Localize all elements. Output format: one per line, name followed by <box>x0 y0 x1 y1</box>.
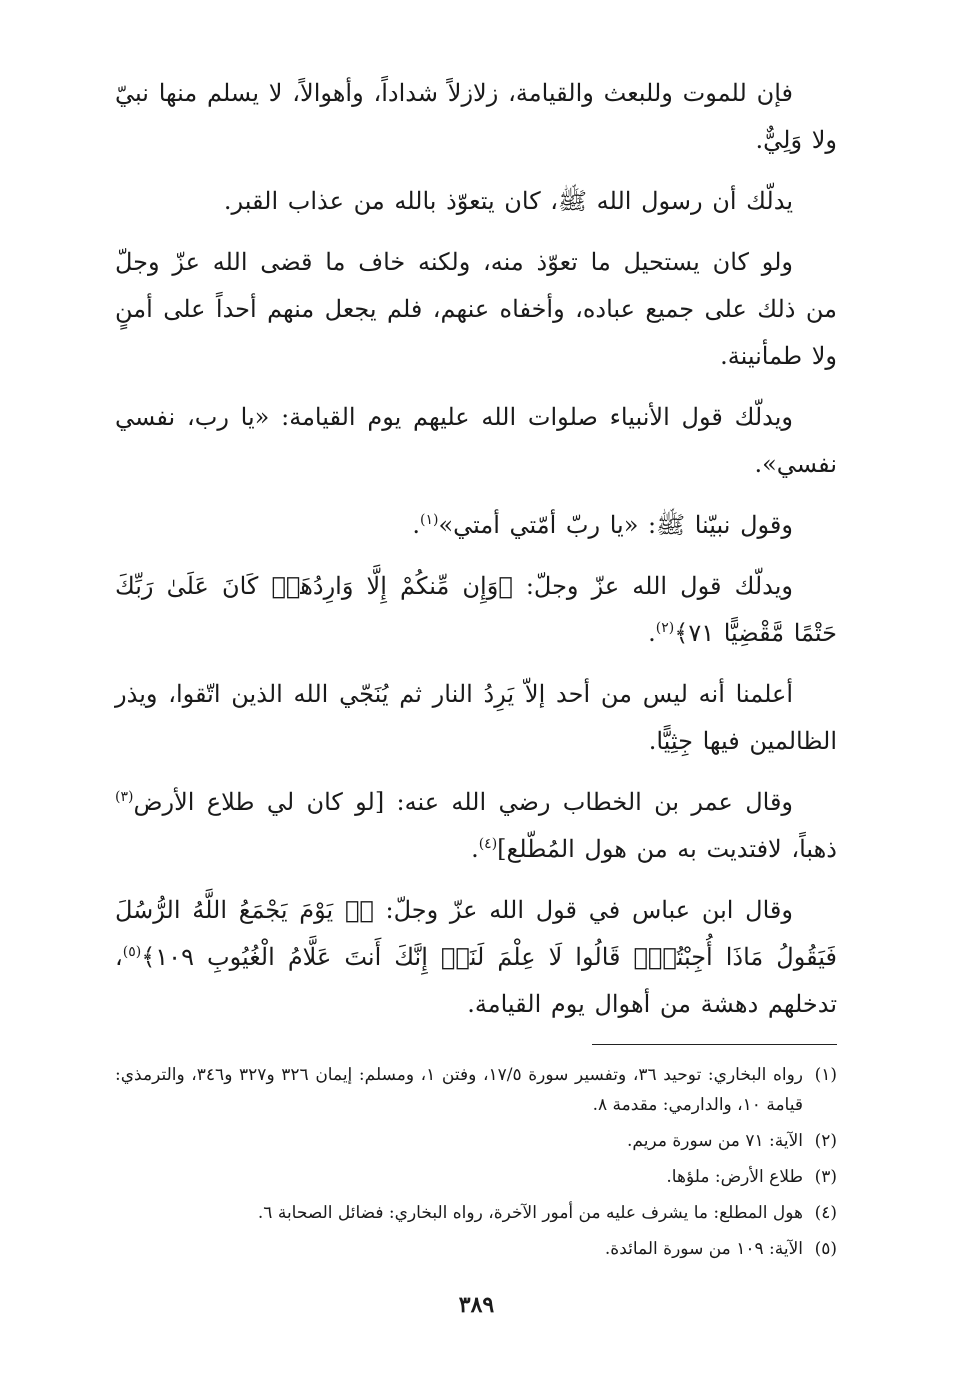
footnote: (١) رواه البخاري: توحيد ٣٦، وتفسير سورة ١٧/٥، وفتن ١، ومسلم: إيمان ٣٢٦ و٣٢٧ و٣٤٦، والترمذي: قيامة ١٠، والدارمي: مقدمة ٨. <box>115 1060 837 1120</box>
paragraph: وقول نبيّنا ﷺ: «يا ربّ أمّتي أمتي»$^{(١)}$. <box>412 511 793 539</box>
footnote: (٢) الآية: ٧١ من سورة مريم. <box>115 1126 837 1156</box>
footnote-number: (٤) <box>814 1203 837 1223</box>
paragraph: فإن للموت وللبعث والقيامة، زلازلاً شداداً، وأهوالاً، لا يسلم منها نبيّ ولا وَلِيٌّ. <box>115 79 837 154</box>
paragraph: ولو كان يستحيل ما تعوّذ منه، ولكنه خاف ما قضى الله عزّ وجلّ من ذلك على جميع عباده، وأخفاه عنهم، فلم يجعل منهم أحداً على أمنٍ ولا طمأنينة. <box>115 248 837 370</box>
paragraph: أعلمنا أنه ليس من أحد إلاّ يَرِدُ النار ثم يُنَجّي الله الذين اتّقوا، ويذر الظالمين فيها جِثِيًّا. <box>115 680 837 755</box>
footnote-ref: (٣) <box>115 789 134 805</box>
paragraph: ويدلّك قول الله عزّ وجلّ: ﴿وَإِن مِّنكُمْ إِلَّا وَارِدُهَاۚ كَانَ عَلَىٰ رَبِّكَ حَتْمًا مَّقْضِيًّا ٧١﴾$^{(٢)}$. <box>115 572 837 647</box>
paragraph: يدلّك أن رسول الله ﷺ، كان يتعوّذ بالله من عذاب القبر. <box>223 187 793 215</box>
footnote-ref: (١) <box>419 512 439 528</box>
page-number: ٣٨٩ <box>458 1292 495 1318</box>
footnote-number: (٣) <box>814 1167 837 1187</box>
paragraph: وقال ابن عباس في قول الله عزّ وجلّ: ﴿۞ يَوْمَ يَجْمَعُ اللَّهُ الرُّسُلَ فَيَقُولُ مَاذَا أُجِبْتُمْۖ قَالُوا لَا عِلْمَ لَنَاۖ إِنَّكَ أَنتَ عَلَّامُ الْغُيُوبِ ١٠٩﴾$^{(٥)}$، تدخلهم دهشة من أهوال يوم القيامة. <box>115 896 837 1018</box>
paragraph: وقال عمر بن الخطاب رضي الله عنه: [لو كان لي طلاع الأرض$^{(٣)}$ ذهباً، لافتديت به من هول المُطّلع]$^{(٤)}$. <box>115 788 837 863</box>
footnotes <box>115 1060 837 1270</box>
footnote: (٥) الآية: ١٠٩ من سورة المائدة. <box>115 1234 837 1264</box>
main-text <box>115 70 837 1042</box>
paragraph: ويدلّك قول الأنبياء صلوات الله عليهم يوم القيامة: «يا رب، نفسي نفسي». <box>115 403 837 478</box>
footnote-ref: (٥) <box>122 944 142 960</box>
footnote: (٣) طلاع الأرض: ملؤها. <box>115 1162 837 1192</box>
footnote-divider <box>592 1044 837 1045</box>
footnote: (٤) هول المطلع: ما يشرف عليه من أمور الآخرة، رواه البخاري: فضائل الصحابة ٦. <box>115 1198 837 1228</box>
footnote-number: (٥) <box>814 1239 837 1259</box>
footnote-ref: (٢) <box>655 620 675 636</box>
footnote-number: (٢) <box>814 1131 837 1151</box>
footnote-number: (١) <box>814 1065 837 1085</box>
footnote-ref: (٤) <box>478 836 498 852</box>
